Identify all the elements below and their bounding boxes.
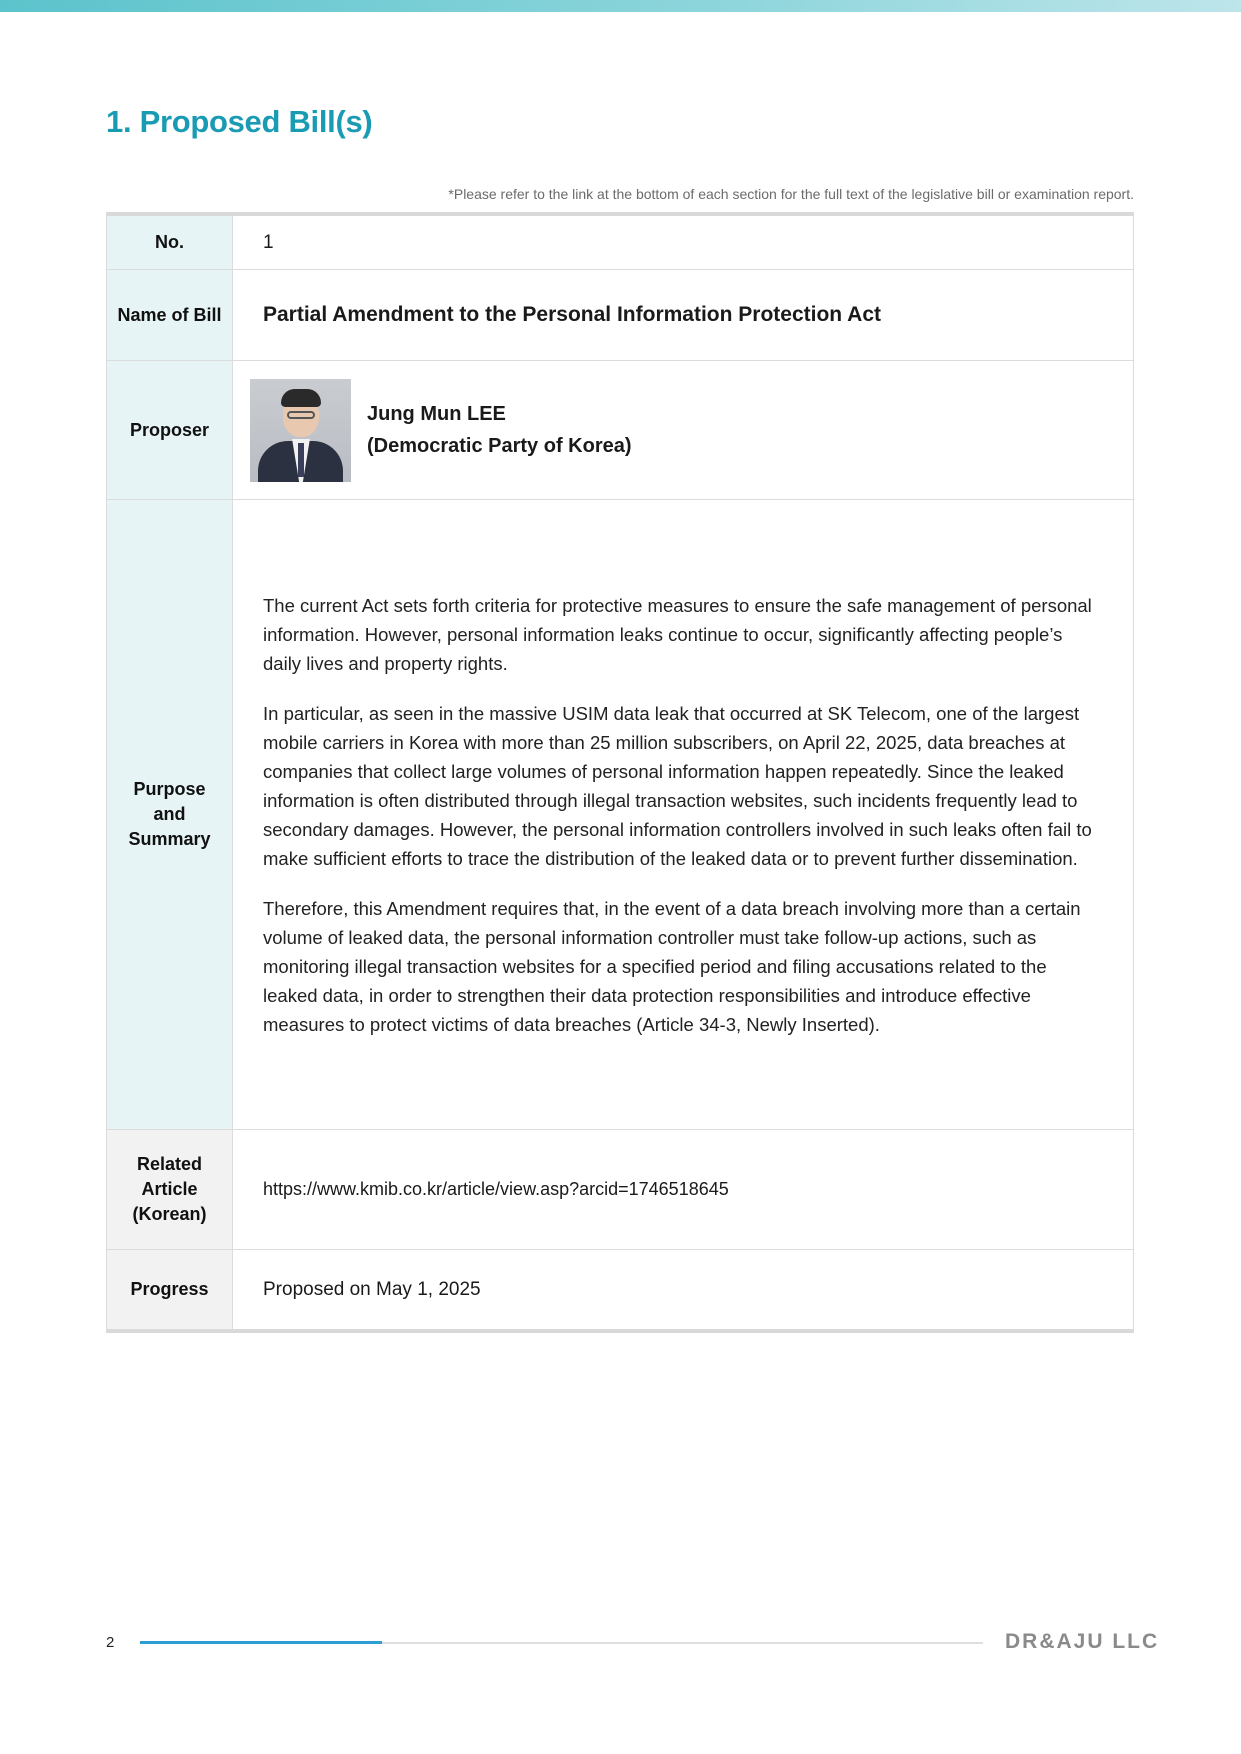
- bill-name: Partial Amendment to the Personal Information Protection Act: [263, 303, 882, 326]
- proposer-photo: [250, 379, 351, 482]
- firm-logo: DR&AJU LLC: [1005, 1630, 1160, 1653]
- proposer-party: (Democratic Party of Korea): [367, 435, 632, 457]
- label-proposer: Proposer: [107, 361, 233, 499]
- page-number: 2: [106, 1634, 115, 1651]
- label-number: No.: [107, 216, 233, 269]
- purpose-paragraph-2: In particular, as seen in the massive USIM data leak that occurred at SK Telecom, one of the largest mobile carriers in Korea with more than 25 million subscribers, on April 22, 2025, data breaches at companies that collect large volumes of personal information happen repeatedly. Since the leaked information is often distributed through illegal transaction websites, such incidents frequently lead to secondary damages. However, the personal information controllers involved in such leaks often fail to make sufficient efforts to trace the distribution of the leaked data or to prevent further dissemination.: [263, 702, 1092, 869]
- label-purpose: Purpose and Summary: [107, 500, 233, 1129]
- purpose-paragraph-3: Therefore, this Amendment requires that, in the event of a data breach involving more than a certain volume of leaked data, the personal information controller must take follow-up actions, such as monitoring illegal transaction websites for a specified period and filing accusations related to the leaked data, in order to strengthen their data protection responsibilities and introduce effective measures to protect victims of data breaches (Article 34-3, Newly Inserted).: [263, 897, 1081, 1035]
- footer-progress-accent: [140, 1641, 382, 1644]
- proposer-cell: [233, 361, 1133, 499]
- label-progress: Progress: [107, 1250, 233, 1329]
- related-article-link[interactable]: https://www.kmib.co.kr/article/view.asp?arcid=1746518645: [263, 1179, 729, 1199]
- row-number: [107, 216, 1133, 270]
- row-progress: [107, 1250, 1133, 1329]
- purpose-paragraph-1: The current Act sets forth criteria for protective measures to ensure the safe management of personal information. However, personal information leaks continue to occur, significantly affecting people’s daily lives and property rights.: [263, 594, 1092, 674]
- row-bill-name: [107, 270, 1133, 361]
- progress-status: Proposed on May 1, 2025: [263, 1278, 481, 1300]
- label-bill-name: Name of Bill: [107, 270, 233, 360]
- purpose-summary: [263, 591, 1105, 1039]
- bill-number: 1: [263, 231, 274, 253]
- page-title: 1. Proposed Bill(s): [106, 104, 373, 139]
- proposer-name: Jung Mun LEE: [367, 403, 506, 425]
- label-related-article: Related Article (Korean): [107, 1130, 233, 1249]
- row-purpose: [107, 500, 1133, 1130]
- row-related-article: [107, 1130, 1133, 1250]
- proposer-info: [367, 398, 632, 462]
- top-accent-bar: [0, 0, 1241, 12]
- row-proposer: [107, 361, 1133, 500]
- bill-table: [106, 212, 1134, 1333]
- purpose-cell: [233, 500, 1133, 1129]
- reference-note: *Please refer to the link at the bottom of each section for the full text of the legislative bill or examination report.: [448, 186, 1134, 202]
